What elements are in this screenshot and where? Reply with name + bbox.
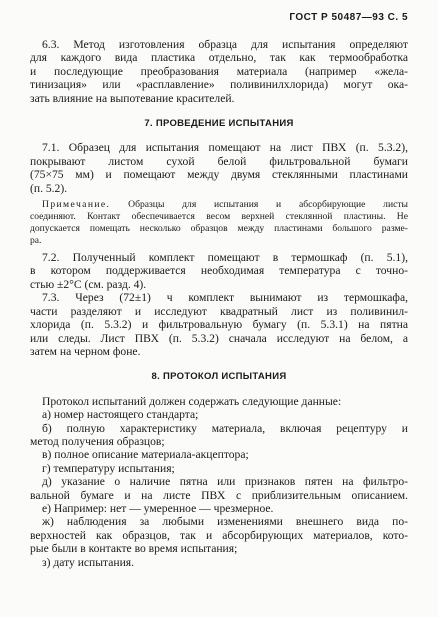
text-line: или следы. Лист ПВХ (п. 5.3.2) сначала исследуют на белом, а — [30, 331, 408, 345]
text-line: (75×75 мм) и помещают между двумя стеклянными пластинами — [30, 168, 408, 182]
text-line: 7.2. Полученный комплект помещают в термошкаф (п. 5.1), — [42, 251, 408, 265]
text-line: хлорида (п. 5.3.2) и фильтровальную бумагу (п. 5.3.1) на пятна — [30, 318, 408, 332]
paragraph-7-1 — [30, 141, 408, 195]
list-item: з) дату испытания. — [42, 555, 135, 569]
protocol-intro: Протокол испытаний должен содержать следующие данные: — [42, 394, 342, 408]
document-body — [30, 38, 408, 569]
paragraph-7-2 — [30, 251, 408, 291]
text-line: тинизация» или «расплавление» поливинилхлорида) могут ока- — [30, 78, 408, 92]
section-8-title: 8. ПРОТОКОЛ ИСПЫТАНИЯ — [151, 371, 287, 383]
note-block — [30, 199, 408, 247]
note-first-line — [30, 199, 408, 211]
text-line: стью ±2°С (см. разд. 4). — [30, 277, 147, 291]
text-line: затем на черном фоне. — [30, 344, 141, 358]
list-item: б) полную характеристику материала, включая рецептуру и — [42, 421, 408, 435]
section-7-title: 7. ПРОВЕДЕНИЕ ИСПЫТАНИЯ — [144, 118, 294, 130]
note-line: соединяют. Контакт обеспечивается весом верхней стеклянной пластины. Не — [30, 211, 408, 223]
text-line: зать влияние на выпотевание красителей. — [30, 91, 235, 105]
note-text: Образцы для испытания и абсорбирующие листы — [128, 199, 408, 211]
text-line: 7.3. Через (72±1) ч комплект вынимают из термошкафа, — [42, 291, 408, 305]
list-item: ж) наблюдения за любыми изменениями внешнего вида по- — [42, 515, 408, 529]
text-line: покрывают листом сухой белой фильтровальной бумаги — [30, 154, 408, 168]
text-line: и последующие преобразования материала (например «жела- — [30, 64, 408, 78]
protocol-list — [30, 395, 408, 569]
list-item: г) температуру испытания; — [42, 461, 175, 475]
list-item: д) указание о наличие пятна или признаков пятен на фильтро- — [42, 475, 408, 489]
text-line: 6.3. Метод изготовления образца для испытания определяют — [42, 38, 408, 51]
list-item: а) номер настоящего стандарта; — [42, 408, 199, 422]
paragraph-7-3 — [30, 291, 408, 358]
text-line: для каждого вида пластика отдельно, так как термообработка — [30, 51, 408, 65]
paragraph-6-3 — [30, 38, 408, 105]
list-item-cont: вальной бумаге и на листе ПВХ с приблизительным описанием. — [30, 488, 408, 502]
text-line: 7.1. Образец для испытания помещают на лист ПВХ (п. 5.3.2), — [42, 141, 408, 155]
list-item: в) полное описание материала-акцептора; — [42, 448, 249, 462]
list-item: е) Например: нет — умеренное — чрезмерное. — [42, 501, 274, 515]
page-header: ГОСТ Р 50487—93 С. 5 — [289, 12, 408, 23]
list-item-cont: верхностей как образцов, так и абсорбирующих материалов, кото- — [30, 528, 408, 542]
text-line: в котором поддерживается необходимая температура с точно- — [30, 264, 408, 278]
note-line: допускается помещать несколько образцов между пластинами большого разме- — [30, 223, 408, 235]
list-item-cont: рые были в контакте во время испытания; — [30, 542, 238, 556]
note-line: ра. — [30, 235, 42, 247]
text-line: (п. 5.2). — [30, 181, 68, 195]
text-line: части разделяют и исследуют квадратный лист из поливинил- — [30, 304, 408, 318]
list-item-cont: метод получения образцов; — [30, 434, 165, 448]
note-label: Примечание. — [42, 199, 111, 211]
